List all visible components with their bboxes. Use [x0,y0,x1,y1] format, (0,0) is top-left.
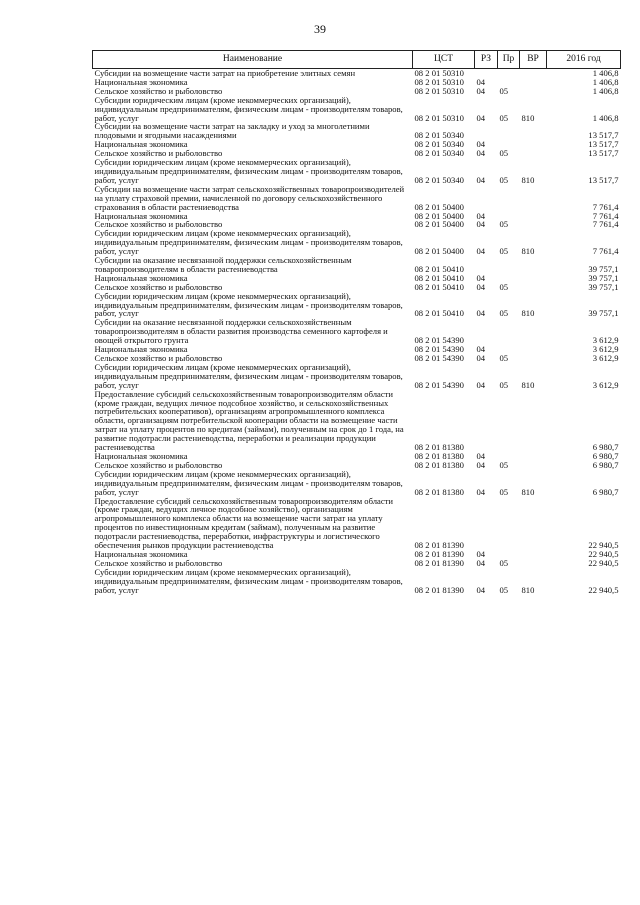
cell-name: Предоставление субсидий сельскохозяйственным товаропроизводителям области (кроме граждан, ведущих личное подсобное хозяйство), организациям агропромышленного комплекса области на возмещение части затрат на уплату процентов по инвестиционным кредитам (займам), полученным на развитие подотрасли растениеводства, переработки, инфраструктуры и логистического обеспечения рынков продукции растениеводства [94,495,394,551]
cell-cst: 08 2 01 81380 [414,486,464,497]
cell-sum: 7 761,4 [592,219,619,230]
cell-pr [498,69,520,78]
cell-name: Национальная экономика [94,548,188,559]
cell-sum: 39 757,1 [588,281,619,292]
cell-rz: 04 [476,450,486,461]
cell-pr: 05 [499,557,509,568]
cell-cst: 08 2 01 81390 [414,540,464,551]
cell-rz [475,390,498,452]
cell-sum: 1 406,8 [592,68,619,78]
cell-vr [520,461,547,470]
cell-name: Субсидии юридическим лицам (кроме некоммерческих организаций), индивидуальным предпринимателям, физическим лицам - производителям товаров, работ, услуг [94,361,403,390]
header-name: Наименование [93,51,413,69]
cell-vr: 810 [521,308,535,319]
cell-cst: 08 2 01 81390 [414,584,464,595]
cell-rz: 04 [476,210,486,221]
cell-cst: 08 2 01 50410 [414,272,464,283]
cell-sum: 22 940,5 [588,584,619,595]
cell-name: Субсидии на оказание несвязанной поддержки сельскохозяйственным товаропроизводителям в области растениеводства [94,255,352,274]
table-row [93,158,621,185]
cell-sum: 6 980,7 [592,486,619,497]
cell-cst: 08 2 01 54390 [414,344,464,355]
cell-cst: 08 2 01 50410 [414,308,464,319]
cell-cst: 08 2 01 50310 [414,76,464,87]
cell-pr: 05 [499,174,509,185]
cell-vr [520,87,547,96]
cell-sum: 39 757,1 [588,308,619,319]
cell-name: Субсидии на возмещение части затрат сельскохозяйственных товаропроизводителей на уплату страховой премии, начисленной по договору сельскохозяйственного страхования в области растениеводства [94,183,405,212]
cell-vr [520,140,547,149]
cell-vr: 810 [521,174,535,185]
cell-cst: 08 2 01 54390 [414,379,464,390]
cell-pr: 05 [499,85,509,96]
cell-pr: 05 [499,584,509,595]
cell-vr [520,78,547,87]
header-row [93,51,621,69]
table-row [93,470,621,497]
cell-sum: 6 980,7 [592,442,619,453]
cell-rz: 04 [476,272,486,283]
cell-vr [520,220,547,229]
cell-rz [475,185,498,212]
cell-rz: 04 [476,246,486,257]
cell-sum: 13 517,7 [588,148,619,159]
cell-name: Национальная экономика [94,210,188,221]
cell-sum: 1 406,8 [592,85,619,96]
cell-rz: 04 [476,584,486,595]
table-header [93,51,621,69]
table-row [93,96,621,123]
cell-name: Субсидии юридическим лицам (кроме некоммерческих организаций), индивидуальным предпринимателям, физическим лицам - производителям товаров, работ, услуг [94,566,403,595]
cell-cst: 08 2 01 50410 [414,263,464,274]
cell-sum: 13 517,7 [588,139,619,150]
cell-cst: 08 2 01 50400 [414,210,464,221]
cell-rz: 04 [476,85,486,96]
cell-pr: 05 [499,246,509,257]
cell-name: Сельское хозяйство и рыболовство [94,353,223,363]
cell-vr: 810 [521,246,535,257]
cell-name: Национальная экономика [94,76,188,87]
cell-cst: 08 2 01 50340 [414,174,464,185]
cell-name: Сельское хозяйство и рыболовство [94,219,223,230]
cell-sum: 1 406,8 [592,76,619,87]
cell-pr: 05 [499,148,509,159]
cell-vr: 810 [521,486,535,497]
cell-pr: 05 [499,379,509,390]
cell-sum: 13 517,7 [588,130,619,141]
cell-cst: 08 2 01 50340 [414,139,464,150]
cell-vr: 810 [521,379,535,390]
cell-name: Сельское хозяйство и рыболовство [94,281,223,292]
cell-sum: 7 761,4 [592,210,619,221]
cell-cst: 08 2 01 81380 [414,442,464,453]
cell-rz [475,318,498,345]
cell-name: Субсидии юридическим лицам (кроме некоммерческих организаций), индивидуальным предпринимателям, физическим лицам - производителям товаров, работ, услуг [94,228,403,257]
cell-pr: 05 [499,459,509,470]
cell-sum: 3 612,9 [592,335,619,346]
cell-name: Национальная экономика [94,139,188,150]
cell-cst: 08 2 01 50400 [414,219,464,230]
cell-rz [475,256,498,274]
cell-name: Субсидии на оказание несвязанной поддержки сельскохозяйственным товаропроизводителям в области развития производства семенного картофеля и овощей открытого грунта [94,317,388,346]
header-year: 2016 год [547,51,621,69]
budget-table [92,50,621,594]
cell-name: Национальная экономика [94,450,188,461]
cell-cst: 08 2 01 54390 [414,335,464,346]
header-vr: ВР [520,51,547,69]
cell-vr [520,283,547,292]
cell-sum: 6 980,7 [592,459,619,470]
cell-vr: 810 [521,584,535,595]
cell-vr [520,69,547,78]
cell-vr [520,497,547,550]
header-pr: Пр [498,51,520,69]
cell-vr [520,452,547,461]
cell-vr [520,256,547,274]
cell-name: Субсидии юридическим лицам (кроме некоммерческих организаций), индивидуальным предпринимателям, физическим лицам - производителям товаров, работ, услуг [94,157,403,185]
cell-vr [520,185,547,212]
cell-name: Предоставление субсидий сельскохозяйственным товаропроизводителям области (кроме граждан, ведущих личное подсобное хозяйство, и сельскохозяйственных потребительских кооперативов), организациям агропромышленного комплекса области, организациям потребительской кооперации области на возмещение части затрат на уплату процентов по кредитам (займам), полученным на срок до 1 года, на развитие подотрасли растениеводства, переработки и реализации продукции растениеводства [94,388,404,453]
cell-rz [475,122,498,140]
cell-pr: 05 [499,219,509,230]
cell-cst: 08 2 01 50310 [414,112,464,123]
cell-cst: 08 2 01 50340 [414,148,464,159]
cell-vr [520,318,547,345]
cell-cst: 08 2 01 54390 [414,353,464,363]
cell-rz: 04 [476,459,486,470]
cell-cst: 08 2 01 81390 [414,548,464,559]
cell-cst: 08 2 01 81380 [414,450,464,461]
table-body [93,69,621,595]
table-row [93,122,621,140]
cell-name: Сельское хозяйство и рыболовство [94,459,223,470]
page-number: 39 [314,22,326,36]
cell-sum: 3 612,9 [592,379,619,390]
cell-name: Национальная экономика [94,272,188,283]
cell-rz: 04 [476,379,486,390]
table-row [93,568,621,595]
cell-pr: 05 [499,486,509,497]
cell-cst: 08 2 01 50310 [414,85,464,96]
cell-sum: 39 757,1 [588,272,619,283]
table-row [93,363,621,390]
cell-cst: 08 2 01 50310 [414,68,464,78]
table-row [93,185,621,212]
cell-pr: 05 [499,281,509,292]
table-row [93,256,621,274]
cell-sum: 22 940,5 [588,557,619,568]
cell-sum: 1 406,8 [592,112,619,123]
cell-sum: 3 612,9 [592,344,619,355]
cell-sum: 7 761,4 [592,201,619,212]
cell-pr [498,256,520,274]
cell-sum: 7 761,4 [592,246,619,257]
cell-vr [520,149,547,158]
cell-name: Сельское хозяйство и рыболовство [94,85,223,96]
cell-name: Субсидии юридическим лицам (кроме некоммерческих организаций), индивидуальным предпринимателям, физическим лицам - производителям товаров, работ, услуг [94,468,403,497]
cell-name: Субсидии на возмещение части затрат на закладку и уход за многолетними плодовыми и ягодными насаждениями [94,121,370,141]
cell-vr [520,274,547,283]
cell-rz: 04 [476,548,486,559]
cell-cst: 08 2 01 50410 [414,281,464,292]
table-row [93,292,621,319]
cell-cst: 08 2 01 81380 [414,459,464,470]
table-row [93,229,621,256]
cell-rz: 04 [476,76,486,87]
cell-sum: 39 757,1 [588,263,619,274]
cell-vr: 810 [521,112,535,123]
cell-name: Сельское хозяйство и рыболовство [94,557,223,568]
cell-name: Сельское хозяйство и рыболовство [94,148,223,159]
cell-pr: 05 [499,112,509,123]
cell-cst: 08 2 01 81390 [414,557,464,568]
cell-rz: 04 [476,139,486,150]
cell-rz [475,497,498,550]
cell-vr [520,550,547,559]
cell-rz: 04 [476,219,486,230]
cell-pr [498,185,520,212]
cell-pr [498,122,520,140]
cell-sum: 6 980,7 [592,450,619,461]
cell-vr [520,212,547,221]
table-row [93,318,621,345]
cell-name: Национальная экономика [94,344,188,355]
cell-rz: 04 [476,344,486,355]
cell-cst: 08 2 01 50400 [414,201,464,212]
header-cst: ЦСТ [413,51,475,69]
table-row [93,390,621,452]
cell-rz: 04 [476,353,486,363]
table-row [93,497,621,550]
cell-sum: 22 940,5 [588,540,619,551]
cell-pr: 05 [499,353,509,363]
cell-vr [520,354,547,363]
cell-sum: 3 612,9 [592,353,619,363]
cell-vr [520,390,547,452]
cell-pr [498,318,520,345]
cell-vr [520,345,547,354]
cell-rz: 04 [476,281,486,292]
header-rz: РЗ [475,51,498,69]
cell-rz: 04 [476,112,486,123]
cell-cst: 08 2 01 50400 [414,246,464,257]
cell-vr [520,122,547,140]
cell-rz: 04 [476,308,486,319]
cell-rz: 04 [476,557,486,568]
cell-rz: 04 [476,174,486,185]
cell-sum: 13 517,7 [588,174,619,185]
cell-pr: 05 [499,308,509,319]
cell-vr [520,559,547,568]
cell-pr [498,390,520,452]
cell-rz: 04 [476,148,486,159]
cell-name: Субсидии на возмещение части затрат на приобретение элитных семян [94,68,356,78]
cell-sum: 22 940,5 [588,548,619,559]
cell-pr [498,497,520,550]
cell-cst: 08 2 01 50340 [414,130,464,141]
cell-name: Субсидии юридическим лицам (кроме некоммерческих организаций), индивидуальным предпринимателям, физическим лицам - производителям товаров, работ, услуг [94,290,403,319]
cell-rz: 04 [476,486,486,497]
cell-name: Субсидии юридическим лицам (кроме некоммерческих организаций), индивидуальным предпринимателям, физическим лицам - производителям товаров, работ, услуг [94,94,403,123]
